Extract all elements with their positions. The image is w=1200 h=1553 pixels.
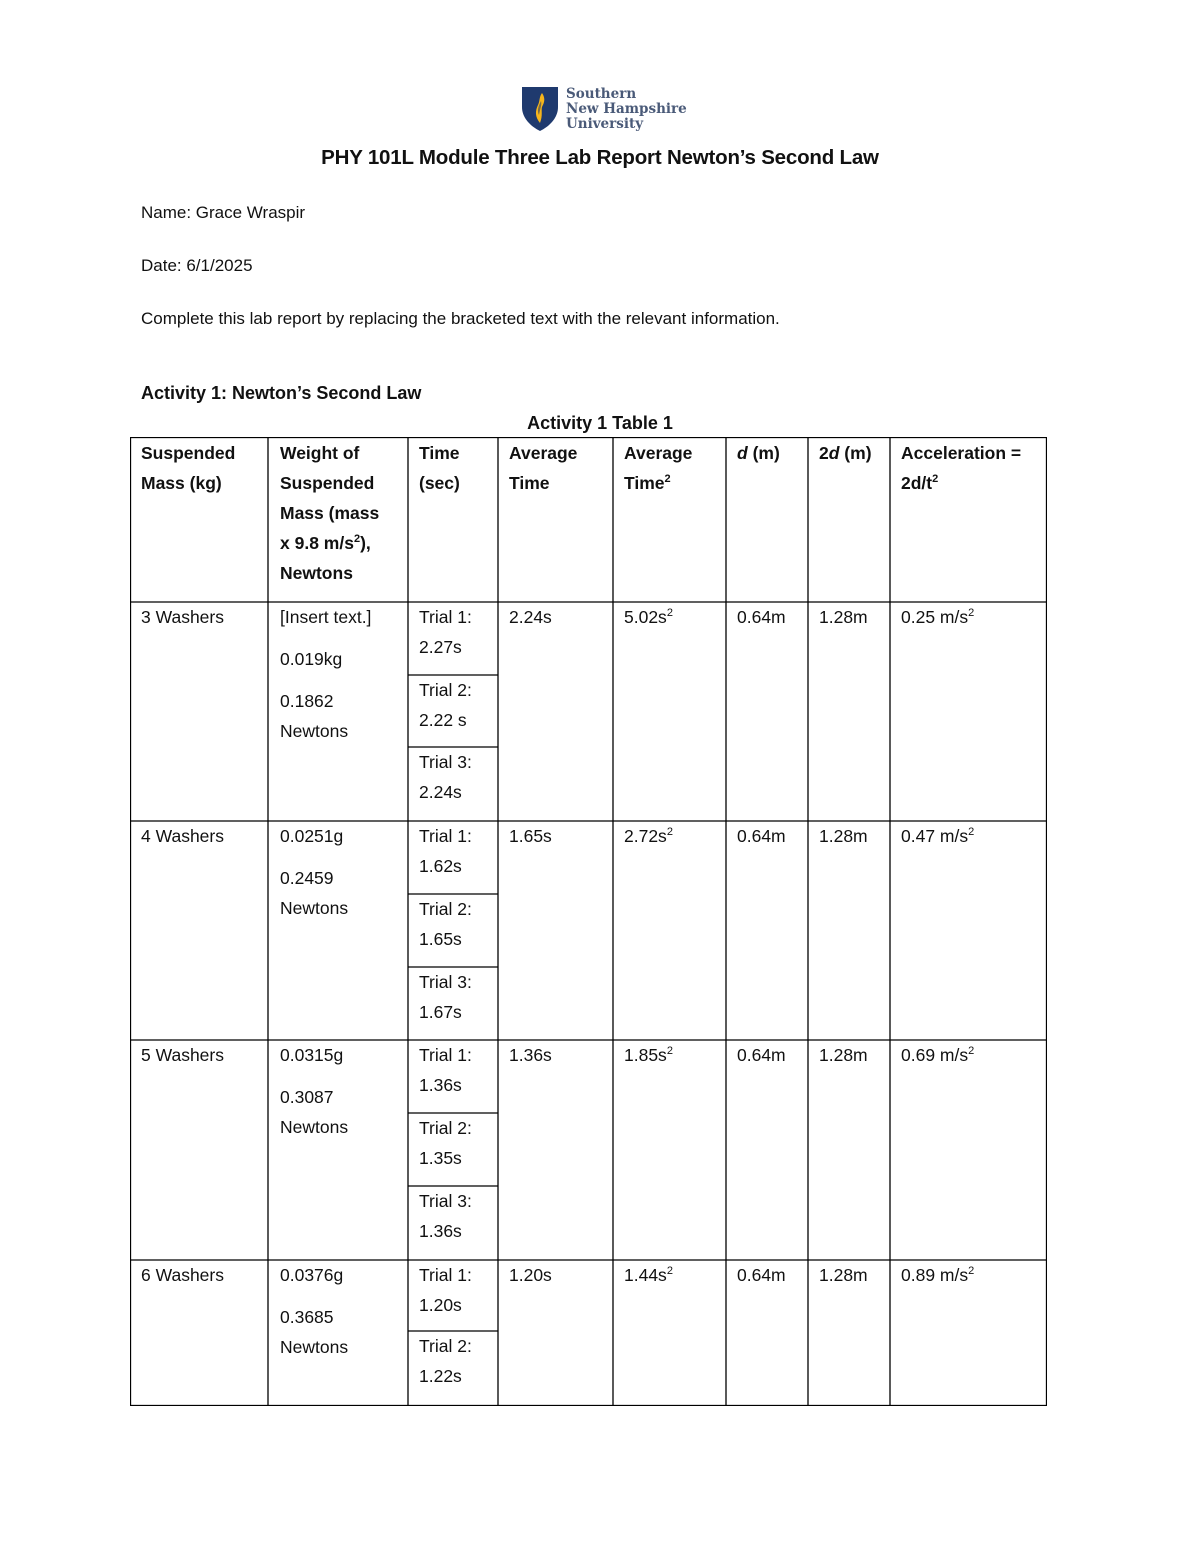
row2-trial3: Trial 3: 1.67s (419, 972, 472, 1022)
table-caption: Activity 1 Table 1 (527, 413, 673, 433)
date-line: Date: 6/1/2025 (141, 256, 253, 275)
row2-average-time: 1.65s (509, 826, 552, 846)
header-average-time: Average Time (509, 443, 578, 493)
header-time: Time (sec) (419, 443, 460, 493)
row3-average-time: 1.36s (509, 1045, 552, 1065)
row4-average-time-squared: $1.44s^2$ (624, 1265, 673, 1285)
instructions: Complete this lab report by replacing the bracketed text with the relevant information. (141, 309, 780, 328)
row1-acceleration: 0.25 $m/s^2$ (901, 607, 975, 627)
row1-average-time-squared: $5.02s^2$ (624, 607, 673, 627)
row4-trial1: Trial 1: 1.20s (419, 1265, 472, 1315)
university-logo (520, 84, 690, 134)
row1-trial1: Trial 1: 2.27s (419, 607, 472, 657)
row2-mass: 4 Washers (141, 826, 224, 846)
row4-acceleration: 0.89 $m/s^2$ (901, 1265, 975, 1285)
row3-2d: 1.28m (819, 1045, 868, 1065)
row3-trial1: Trial 1: 1.36s (419, 1045, 472, 1095)
header-mass: Suspended Mass (kg) (141, 443, 236, 493)
row3-trial2: Trial 2: 1.35s (419, 1118, 472, 1168)
row4-mass: 6 Washers (141, 1265, 224, 1285)
row2-trial1: Trial 1: 1.62s (419, 826, 472, 876)
row2-d: 0.64m (737, 826, 786, 846)
header-d: d (m) (737, 443, 780, 463)
row2-weight: 0.0251g 0.2459 Newtons (280, 826, 349, 918)
row1-2d: 1.28m (819, 607, 868, 627)
row3-mass: 5 Washers (141, 1045, 224, 1065)
row4-trial2: Trial 2: 1.22s (419, 1336, 472, 1386)
logo-wordmark: Southern New Hampshire University (566, 85, 687, 132)
header-weight: Weight of Suspended Mass (mass x 9.8 $m/s^2$), Newtons (280, 443, 380, 583)
page-title: PHY 101L Module Three Lab Report Newton’s Second Law (321, 146, 879, 169)
row2-2d: 1.28m (819, 826, 868, 846)
row3-average-time-squared: $1.85s^2$ (624, 1045, 673, 1065)
row3-trial3: Trial 3: 1.36s (419, 1191, 472, 1241)
row3-acceleration: 0.69 $m/s^2$ (901, 1045, 975, 1065)
row2-average-time-squared: $2.72s^2$ (624, 826, 673, 846)
row3-weight: 0.0315g 0.3087 Newtons (280, 1045, 349, 1137)
activity-heading: Activity 1: Newton’s Second Law (141, 383, 422, 403)
row1-weight: [Insert text.] 0.019kg 0.1862 Newtons (280, 607, 372, 741)
header-acceleration: Acceleration = $2d/t^2$ (901, 443, 1022, 493)
row4-average-time: 1.20s (509, 1265, 552, 1285)
row1-mass: 3 Washers (141, 607, 224, 627)
row1-d: 0.64m (737, 607, 786, 627)
row4-weight: 0.0376g 0.3685 Newtons (280, 1265, 349, 1357)
row4-2d: 1.28m (819, 1265, 868, 1285)
data-table (130, 437, 1047, 1406)
header-2d: 2d (m) (819, 443, 872, 463)
row2-trial2: Trial 2: 1.65s (419, 899, 472, 949)
row1-trial2: Trial 2: 2.22 s (419, 680, 472, 730)
row4-d: 0.64m (737, 1265, 786, 1285)
row1-trial3: Trial 3: 2.24s (419, 752, 472, 802)
row2-acceleration: 0.47 $m/s^2$ (901, 826, 975, 846)
name-line: Name: Grace Wraspir (141, 203, 306, 222)
row1-average-time: 2.24s (509, 607, 552, 627)
shield-flame-icon (520, 85, 560, 133)
header-average-time-squared: Average Time$^2$ (624, 443, 693, 493)
row3-d: 0.64m (737, 1045, 786, 1065)
